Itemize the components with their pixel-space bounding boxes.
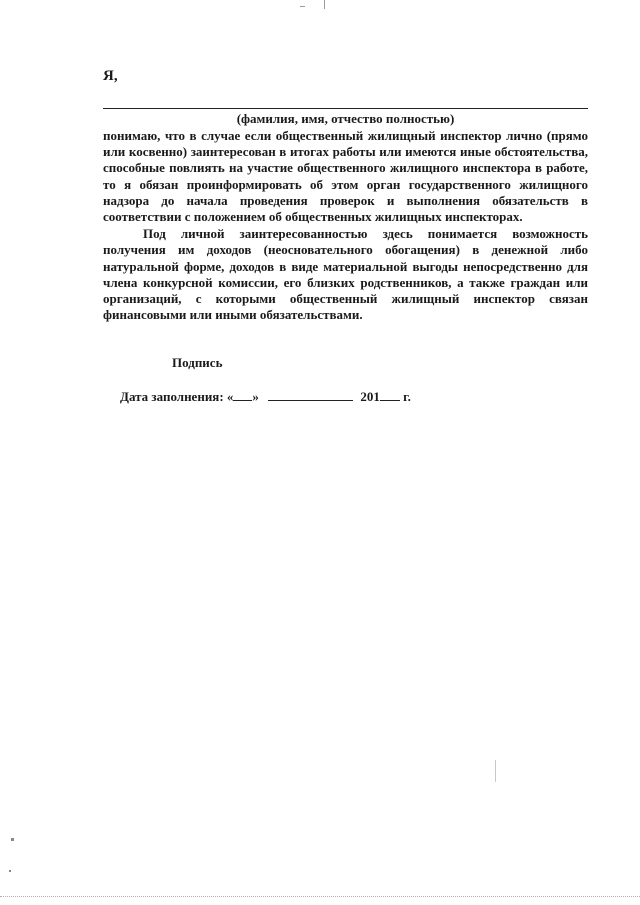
name-caption: (фамилия, имя, отчество полностью) [236, 111, 455, 126]
year-suffix: г. [403, 389, 411, 404]
scan-mark-top [324, 0, 325, 9]
year-blank [380, 388, 400, 401]
paragraph-conflict-notice: понимаю, что в случае если общественный жилищный инспектор лично (прямо или косвенно) заинтересован в итогах работы или имеются иные обстоятельства, способные повлиять на участие общественного жилищного инспектора в работе, то я обязан проинформировать об этом орган государственного жилищного надзора до начала проведения проверок и выполнения обязательств в соответствии с положением об общественных жилищных инспекторах. [103, 128, 588, 225]
date-close-quote: » [252, 389, 259, 404]
scan-mark-top-dash [300, 6, 305, 7]
signature-label: Подпись [172, 355, 223, 370]
day-blank [233, 388, 252, 401]
paragraph-personal-interest: Под личной заинтересованностью здесь понимается возможность получения им доходов (неосновательного обогащения) в денежной либо натуральной форме, доходов в виде материальной выгоды непосредственно для члена конкурсной комиссии, его близких родственников, а также граждан или организаций, с которыми общественный жилищный инспектор связан финансовыми или иными обязательствами. [103, 226, 588, 323]
scan-bottom-edge [0, 896, 640, 897]
date-open-quote: « [226, 389, 234, 404]
scan-mark-left [11, 838, 14, 841]
month-blank [268, 388, 353, 401]
scan-mark-left-2 [9, 870, 11, 872]
declaration-body [103, 128, 588, 323]
opening-line: Я, [103, 68, 118, 84]
name-underline [103, 108, 588, 109]
date-label: Дата заполнения: [120, 389, 224, 404]
scan-mark-right [495, 760, 496, 782]
year-prefix: 201 [360, 389, 380, 404]
date-row [120, 388, 411, 405]
